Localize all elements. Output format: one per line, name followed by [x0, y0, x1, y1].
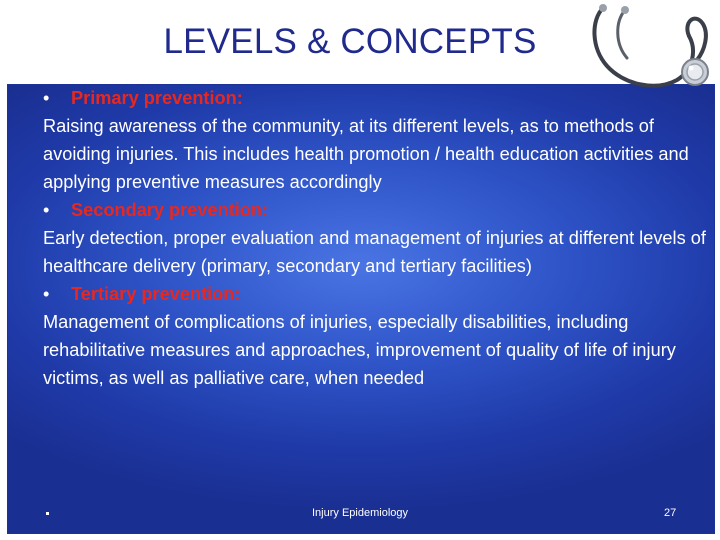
footer-title: Injury Epidemiology — [312, 507, 408, 519]
slide-title: LEVELS & CONCEPTS — [163, 22, 537, 61]
tertiary-prevention-text: Management of complications of injuries, especially disabilities, including rehabilitative measures and approaches, improvement of quality of life of injury victims, as well as palliative care, when needed — [43, 312, 676, 388]
secondary-heading-line — [43, 196, 708, 224]
tertiary-heading-line — [43, 280, 708, 308]
secondary-prevention-heading: Secondary prevention: — [71, 200, 269, 220]
slide-body — [43, 84, 708, 392]
tertiary-prevention-heading: Tertiary prevention: — [71, 284, 241, 304]
list-item-secondary — [43, 196, 708, 280]
bullet-marker: • — [43, 284, 50, 304]
list-item-tertiary — [43, 280, 708, 392]
primary-prevention-heading: Primary prevention: — [71, 88, 243, 108]
footer-marker — [46, 512, 49, 515]
secondary-prevention-text: Early detection, proper evaluation and management of injuries at different levels of healthcare delivery (primary, secondary and tertiary facilities) — [43, 228, 706, 276]
primary-heading-line — [43, 84, 708, 112]
bullet-marker: • — [43, 200, 50, 220]
primary-prevention-text: Raising awareness of the community, at its different levels, as to methods of avoiding injuries. This includes health promotion / health education activities and applying preventive measures accordingly — [43, 116, 689, 192]
list-item-primary — [43, 84, 708, 196]
page-number: 27 — [664, 507, 677, 519]
bullet-marker: • — [43, 88, 50, 108]
